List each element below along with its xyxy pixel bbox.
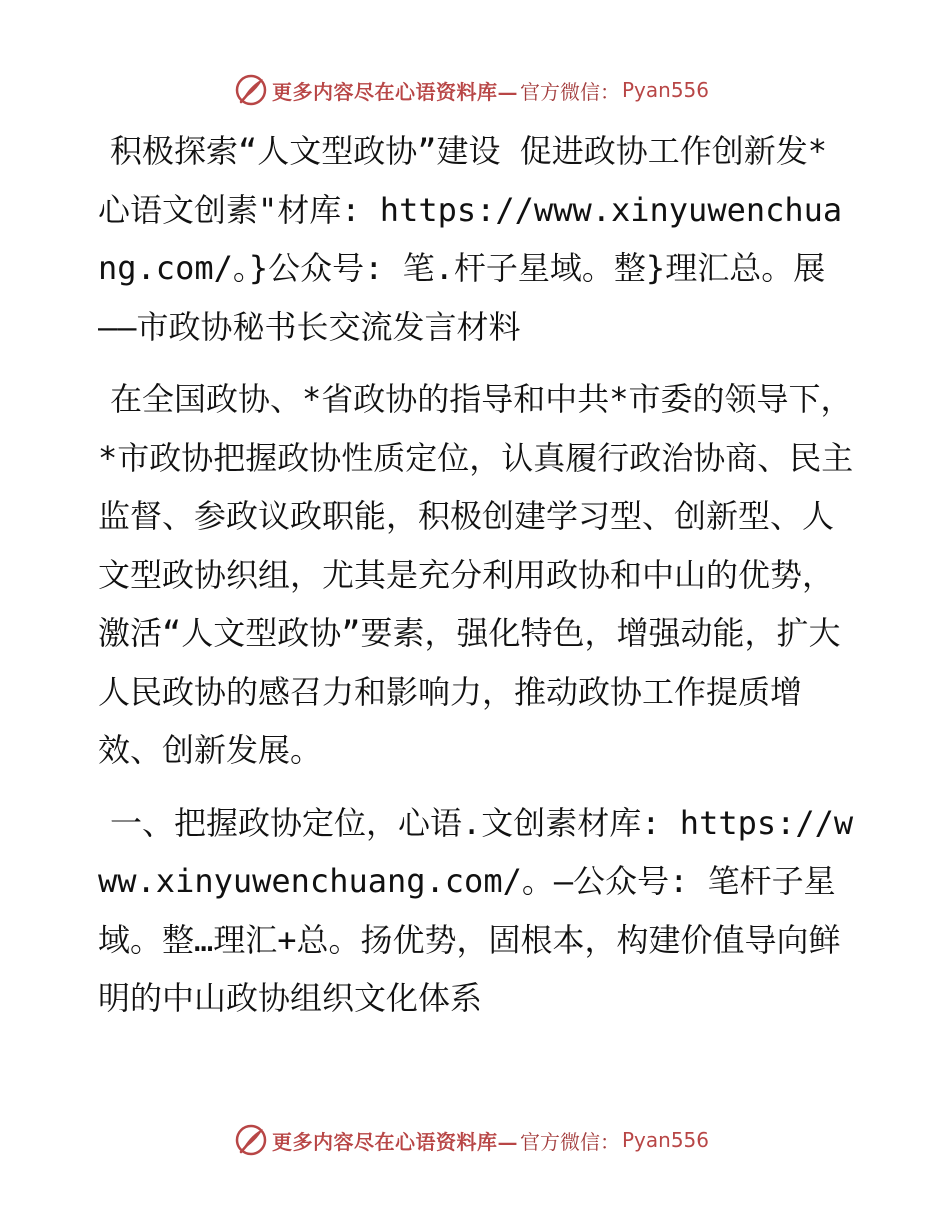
document-body [98,122,858,1028]
body-paragraph [98,370,858,780]
feather-quill-logo-icon [234,73,268,107]
footer-watermark-banner [234,1120,714,1160]
watermark-wechat-label: 官方微信： [520,79,620,104]
title-paragraph [98,122,858,356]
watermark-text: 更多内容尽在心语资料库— [272,79,518,104]
watermark-wechat-id: Pyan556 [622,78,710,102]
paragraph-text: 一、把握政协定位，心语.文创素材库: https://www.xinyuwenchuang.com/。—公众号: 笔杆子星域。整…理汇+总。扬优势，固根本，构建价值导向鲜明的中山政协组织文化体系 [98,803,854,1017]
header-watermark-banner [234,70,714,110]
paragraph-text: 在全国政协、*省政协的指导和中共*市委的领导下，*市政协把握政协性质定位，认真履行政治协商、民主监督、参政议政职能，积极创建学习型、创新型、人文型政协织组，尤其是充分利用政协和中山的优势，激活“人文型政协”要素，强化特色，增强动能，扩大人民政协的感召力和影响力，推动政协工作提质增效、创新发展。 [98,380,854,769]
section-heading-paragraph [98,794,858,1028]
watermark-wechat-label: 官方微信： [520,1129,620,1154]
watermark-wechat-id: Pyan556 [622,1128,710,1152]
paragraph-text: 积极探索“人文型政协”建设 促进政协工作创新发*心语文创素"材库: https://www.xinyuwenchuang.com/。}公众号: 笔.杆子星域。整}理汇总。展——市政协秘书长交流发言材料 [98,132,843,346]
watermark-text: 更多内容尽在心语资料库— [272,1129,518,1154]
feather-quill-logo-icon [234,1123,268,1157]
